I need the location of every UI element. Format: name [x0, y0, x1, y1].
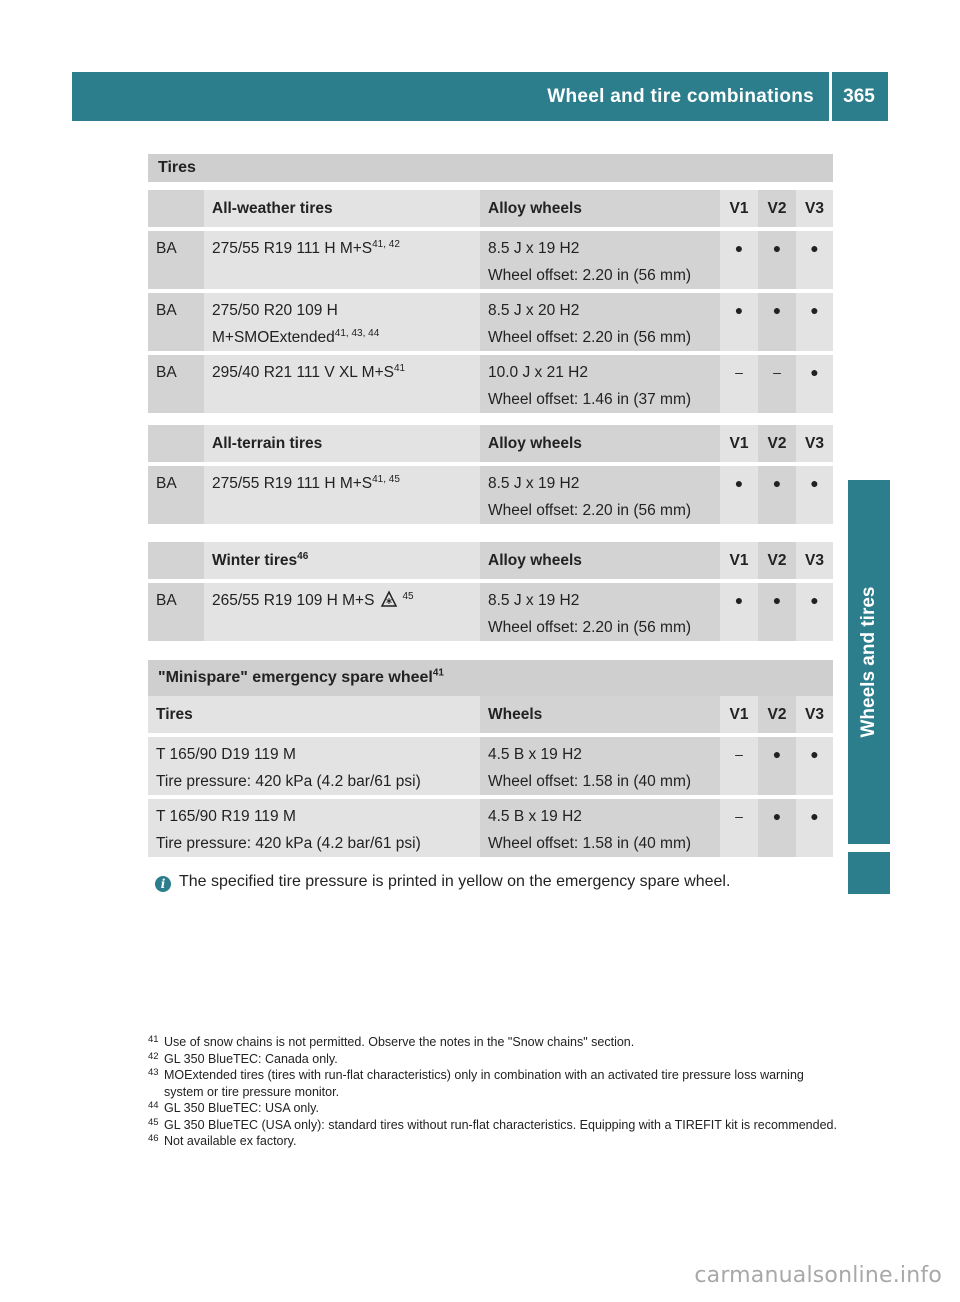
v3-mark: ● — [810, 302, 819, 318]
wheel-size: 8.5 J x 19 H2 — [488, 592, 580, 609]
header-wheel: Alloy wheels — [480, 190, 720, 227]
header-code — [148, 425, 204, 462]
footnote-number: 43 — [148, 1067, 159, 1078]
footnote — [148, 1034, 838, 1051]
wheel-size: 8.5 J x 20 H2 — [488, 302, 580, 319]
tires-section-title: Tires — [148, 154, 833, 182]
v2-mark: ● — [772, 592, 782, 608]
v1-mark: – — [735, 808, 743, 824]
info-note-text: The specified tire pressure is printed in yellow on the emergency spare wheel. — [179, 873, 731, 890]
footnote-number: 44 — [148, 1100, 159, 1111]
all-weather-tires-table — [148, 190, 833, 413]
wheel-offset: Wheel offset: 1.46 in (37 mm) — [488, 391, 692, 408]
table-header-row — [148, 190, 833, 227]
header-v1: V1 — [720, 190, 758, 227]
v1-mark: ● — [734, 240, 744, 256]
table-row — [148, 579, 833, 641]
v2-mark: ● — [772, 240, 782, 256]
table-row — [148, 289, 833, 351]
header-v2: V2 — [758, 696, 796, 733]
table-header-row — [148, 542, 833, 579]
chapter-side-tab — [848, 480, 890, 844]
row-code: BA — [156, 302, 177, 319]
wheel-offset: Wheel offset: 2.20 in (56 mm) — [488, 267, 692, 284]
header-divider — [829, 72, 832, 121]
row-code: BA — [156, 592, 177, 609]
tire-size: 275/50 R20 109 H — [212, 302, 338, 319]
side-tab-marker — [848, 852, 890, 894]
footnote-ref: 41, 42 — [372, 238, 400, 250]
v1-mark: ● — [734, 475, 744, 491]
row-code: BA — [156, 240, 177, 257]
tire-size: 295/40 R21 111 V XL M+S — [212, 364, 394, 381]
page-number: 365 — [843, 86, 875, 107]
header-code — [148, 542, 204, 579]
footnote-number: 41 — [148, 1034, 159, 1045]
v3-mark: ● — [810, 240, 819, 256]
tire-type: M+SMOExtended — [212, 329, 335, 346]
wheel-size: 10.0 J x 21 H2 — [488, 364, 588, 381]
header-wheel: Alloy wheels — [480, 542, 720, 579]
footnote — [148, 1067, 838, 1100]
table-header-row — [148, 696, 833, 733]
v3-mark: ● — [810, 364, 819, 380]
info-icon: i — [155, 876, 171, 892]
wheel-size: 4.5 B x 19 H2 — [488, 746, 582, 763]
v3-mark: ● — [810, 808, 819, 824]
table-row — [148, 462, 833, 524]
header-tire: All-weather tires — [204, 190, 480, 227]
wheel-offset: Wheel offset: 2.20 in (56 mm) — [488, 329, 692, 346]
info-note — [155, 868, 730, 896]
snowflake-mountain-icon — [380, 590, 398, 608]
v2-mark: ● — [772, 302, 782, 318]
header-title: Wheel and tire combinations — [547, 86, 814, 107]
footnotes — [148, 1034, 838, 1150]
tire-size: 275/55 R19 111 H M+S — [212, 240, 373, 257]
header-v1: V1 — [720, 696, 758, 733]
v1-mark: ● — [734, 302, 744, 318]
header-v1: V1 — [720, 542, 758, 579]
header-v1: V1 — [720, 425, 758, 462]
footnote-ref: 41, 45 — [372, 473, 400, 485]
table-header-row — [148, 425, 833, 462]
wheel-size: 8.5 J x 19 H2 — [488, 475, 580, 492]
chapter-side-tab-label: Wheels and tires — [858, 586, 879, 738]
table-row — [148, 227, 833, 289]
v3-mark: ● — [810, 475, 819, 491]
tire-size: 275/55 R19 111 H M+S — [212, 475, 373, 492]
v2-mark: ● — [772, 808, 782, 824]
v1-mark: ● — [734, 592, 744, 608]
wheel-offset: Wheel offset: 2.20 in (56 mm) — [488, 619, 692, 636]
header-v3: V3 — [796, 190, 833, 227]
tire-size: T 165/90 R19 119 M — [156, 808, 296, 825]
footnote — [148, 1051, 838, 1068]
footnote-text: MOExtended tires (tires with run-flat characteristics) only in combination with an activated tire pressure loss warning system or tire pressure monitor. — [164, 1068, 804, 1099]
tire-size: 265/55 R19 109 H M+S — [212, 592, 375, 609]
header-v3: V3 — [796, 696, 833, 733]
minispare-table — [148, 696, 833, 857]
wheel-offset: Wheel offset: 1.58 in (40 mm) — [488, 835, 692, 852]
wheel-size: 4.5 B x 19 H2 — [488, 808, 582, 825]
table-row — [148, 351, 833, 413]
header-tire: Winter tires — [212, 551, 298, 569]
table-row — [148, 795, 833, 857]
header-v2: V2 — [758, 425, 796, 462]
table-row — [148, 733, 833, 795]
header-v2: V2 — [758, 542, 796, 579]
header-v3: V3 — [796, 425, 833, 462]
footnote-text: GL 350 BlueTEC (USA only): standard tires without run-flat characteristics. Equipping with a TIREFIT kit is recommended. — [164, 1117, 837, 1132]
footnote-text: Use of snow chains is not permitted. Observe the notes in the "Snow chains" section. — [164, 1035, 635, 1049]
v2-mark: ● — [772, 475, 782, 491]
footnote-text: GL 350 BlueTEC: USA only. — [164, 1101, 319, 1115]
v3-mark: ● — [810, 592, 819, 608]
header-v2: V2 — [758, 190, 796, 227]
v3-mark: ● — [810, 746, 819, 762]
footnote-ref: 41 — [393, 362, 406, 374]
footnote — [148, 1117, 838, 1134]
footnote-number: 45 — [148, 1116, 159, 1128]
footnote-number: 42 — [148, 1050, 159, 1062]
v1-mark: – — [735, 746, 743, 762]
header-wheel: Alloy wheels — [480, 425, 720, 462]
wheel-offset: Wheel offset: 1.58 in (40 mm) — [488, 773, 692, 790]
header-wheel: Wheels — [480, 696, 720, 733]
v1-mark: – — [735, 364, 743, 380]
v2-mark: – — [773, 364, 781, 380]
footnote-text: Not available ex factory. — [164, 1134, 297, 1148]
footnote — [148, 1133, 838, 1150]
header-tire: All-terrain tires — [204, 425, 480, 462]
footnote-text: GL 350 BlueTEC: Canada only. — [164, 1051, 338, 1066]
minispare-section-title: "Minispare" emergency spare wheel — [158, 669, 433, 686]
page-header — [72, 72, 888, 121]
tire-size: T 165/90 D19 119 M — [156, 746, 296, 763]
footnote-ref: 45 — [402, 590, 414, 602]
winter-tires-table — [148, 542, 833, 641]
wheel-size: 8.5 J x 19 H2 — [488, 240, 580, 257]
footnote-ref: 41 — [432, 667, 444, 679]
footnote — [148, 1100, 838, 1117]
tire-pressure: Tire pressure: 420 kPa (4.2 bar/61 psi) — [156, 835, 421, 852]
row-code: BA — [156, 364, 177, 381]
header-tire: Tires — [148, 696, 480, 733]
header-v3: V3 — [796, 542, 833, 579]
row-code: BA — [156, 475, 177, 492]
all-terrain-tires-table — [148, 425, 833, 524]
v2-mark: ● — [772, 746, 782, 762]
footnote-ref: 41, 43, 44 — [334, 327, 380, 339]
footnote-ref: 46 — [297, 550, 309, 562]
header-code — [148, 190, 204, 227]
tire-pressure: Tire pressure: 420 kPa (4.2 bar/61 psi) — [156, 773, 421, 790]
footnote-number: 46 — [148, 1133, 159, 1144]
watermark: carmanualsonline.info — [694, 1263, 942, 1288]
wheel-offset: Wheel offset: 2.20 in (56 mm) — [488, 502, 692, 519]
